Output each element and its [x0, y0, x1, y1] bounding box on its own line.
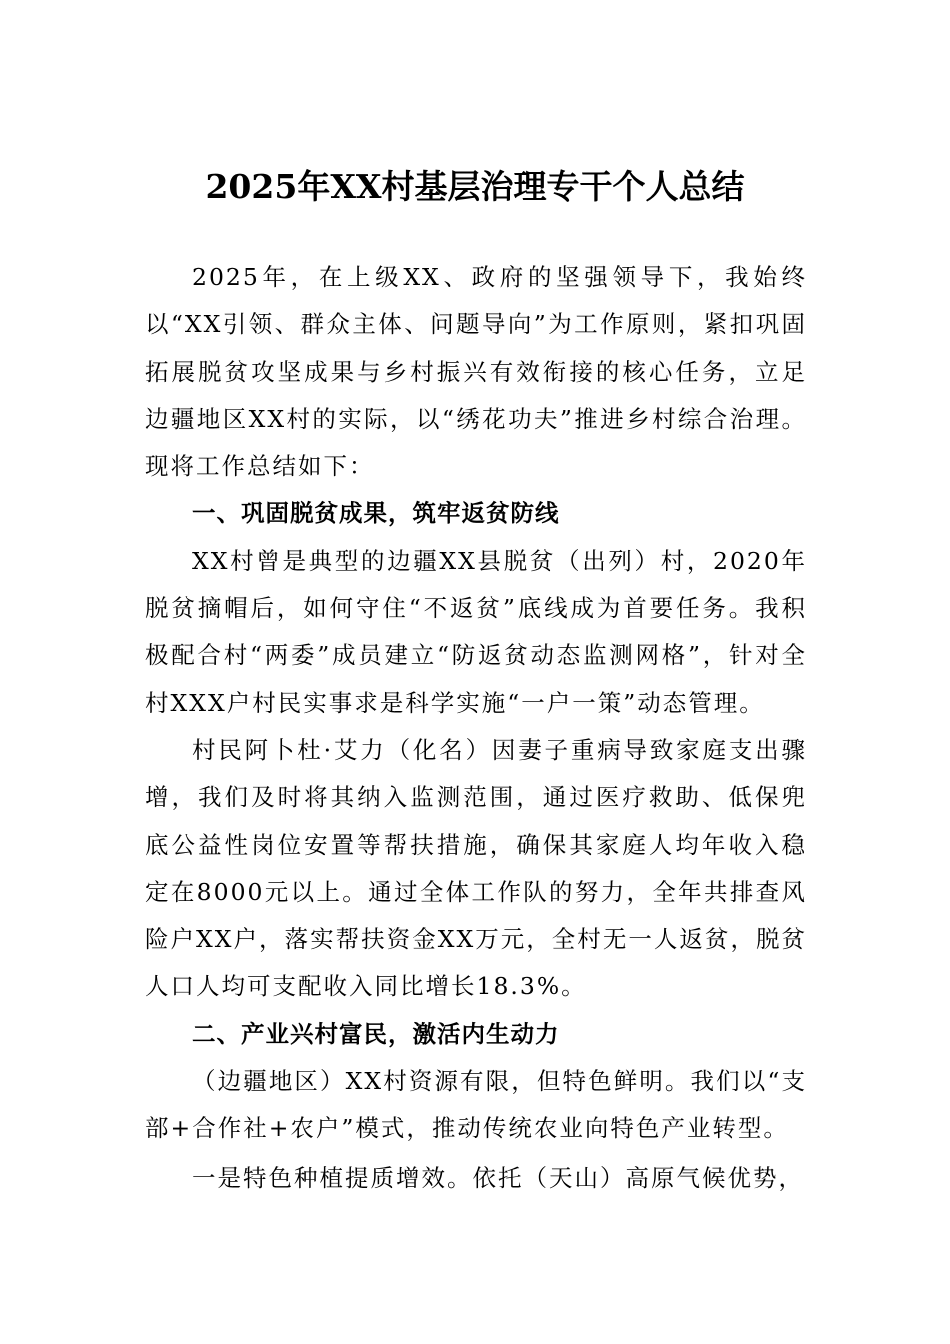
document-body: [145, 254, 807, 1202]
section-heading-1: 一、巩固脱贫成果，筑牢返贫防线: [192, 499, 560, 528]
section-heading-2: 二、产业兴村富民，激活内生动力: [192, 1019, 560, 1048]
paragraph: （边疆地区）XX村资源有限，但特色鲜明。我们以“支部+合作社+农户”模式，推动传统农业向特色产业转型。: [145, 1067, 807, 1143]
paragraph-intro: 2025年，在上级XX、政府的坚强领导下，我始终以“XX引领、群众主体、问题导向”为工作原则，紧扣巩固拓展脱贫攻坚成果与乡村振兴有效衔接的核心任务，立足边疆地区XX村的实际，以“绣花功夫”推进乡村综合治理。现将工作总结如下：: [145, 263, 807, 481]
paragraph: 一是特色种植提质增效。依托（天山）高原气候优势，: [192, 1163, 804, 1192]
document-title: 2025年XX村基层治理专干个人总结: [205, 167, 745, 206]
paragraph: 村民阿卜杜·艾力（化名）因妻子重病导致家庭支出骤增，我们及时将其纳入监测范围，通过医疗救助、低保兜底公益性岗位安置等帮扶措施，确保其家庭人均年收入稳定在8000元以上。通过全体工作队的努力，全年共排查风险户XX户，落实帮扶资金XX万元，全村无一人返贫，脱贫人口人均可支配收入同比增长18.3%。: [145, 735, 807, 1001]
paragraph: XX村曾是典型的边疆XX县脱贫（出列）村，2020年脱贫摘帽后，如何守住“不返贫”底线成为首要任务。我积极配合村“两委”成员建立“防返贫动态监测网格”，针对全村XXX户村民实事求是科学实施“一户一策”动态管理。: [145, 546, 807, 717]
